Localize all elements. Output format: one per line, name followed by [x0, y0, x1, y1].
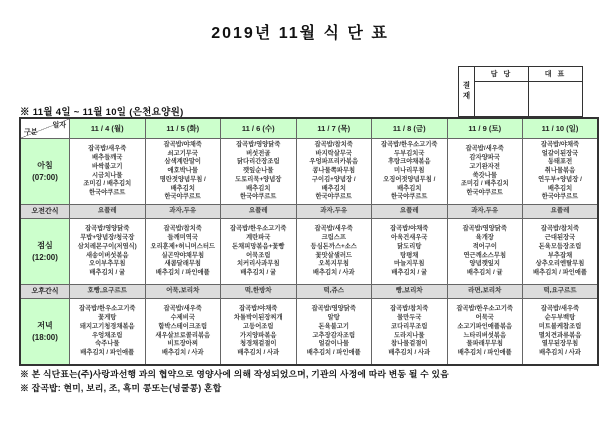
row-label-dinner — [20, 299, 70, 366]
menu-item: 한국야쿠르트 — [541, 193, 579, 201]
row-label-text: 저녁 — [37, 321, 53, 331]
menu-item: 잡곡밥/참치죽 — [314, 141, 353, 149]
menu-item: 도토리묵+양념장 — [235, 175, 282, 183]
menu-cell-lunch-day0 — [70, 219, 146, 285]
menu-cell-am-snack-day3 — [296, 205, 372, 219]
menu-cell-lunch-day1 — [145, 219, 221, 285]
approval-signature-cell-1 — [475, 82, 529, 117]
menu-cell-breakfast-day6 — [523, 139, 599, 205]
menu-item: 한국야쿠르트 — [164, 193, 201, 201]
menu-item: 비트장아찌 — [167, 340, 198, 348]
menu-item: 잡곡밥/한우소고기죽 — [79, 305, 136, 313]
menu-cell-breakfast-day3 — [296, 139, 372, 205]
menu-item: 우엉채조림 — [92, 331, 123, 339]
menu-item: 차돌박이된장찌개 — [233, 314, 283, 322]
menu-item: 후랑크야채볶음 — [387, 158, 431, 166]
menu-cell-pm-snack-day2 — [221, 285, 297, 299]
menu-item: 잡곡밥/영양닭죽 — [311, 305, 356, 313]
menu-item: 실곤약야채무침 — [161, 251, 205, 259]
menu-cell-pm-snack-day3 — [296, 285, 372, 299]
menu-item: 느타리버섯볶음 — [463, 331, 507, 339]
row-pm-snack — [20, 285, 598, 299]
menu-item: 아욱건새우국 — [391, 234, 428, 242]
menu-item: 배추김치 / 귤 — [89, 268, 126, 276]
menu-item: 고등어조림 — [243, 322, 274, 330]
menu-item: 취나물볶음 — [544, 167, 576, 175]
menu-item: 참나물겉절이 — [391, 340, 428, 348]
menu-item: 요플레 — [399, 207, 419, 215]
menu-item: 두부김치국 — [394, 149, 425, 157]
menu-item: 잡곡밥/한우소고기죽 — [381, 141, 438, 149]
row-label-time: (18:00) — [32, 332, 58, 342]
menu-item: 배추들깨국 — [92, 154, 123, 162]
menu-item: 잡곡밥/영양닭죽 — [462, 225, 507, 233]
row-lunch — [20, 219, 598, 285]
day-header-5: 11 / 9 (토) — [447, 118, 523, 139]
day-header-3: 11 / 7 (목) — [296, 118, 372, 139]
menu-item: 호빵,요구르트 — [87, 287, 127, 295]
menu-item: 바싹불고기 — [92, 162, 123, 170]
menu-cell-am-snack-day5 — [447, 205, 523, 219]
menu-item: 조미김 / 배추김치 — [460, 180, 509, 188]
menu-item: 어묵조림 — [246, 251, 271, 259]
approval-box — [458, 66, 583, 117]
menu-item: 순두부백탕 — [544, 314, 576, 322]
menu-item: 얼갈이된장국 — [541, 149, 579, 157]
menu-table — [19, 117, 599, 366]
menu-item: 알탕 — [327, 314, 340, 322]
menu-item: 치커리사과무침 — [236, 260, 280, 268]
menu-item: 조미김 / 배추김치 — [83, 180, 132, 188]
row-label-text: 오후간식 — [31, 287, 59, 295]
menu-item: 새송이버섯볶음 — [85, 251, 129, 259]
menu-item: 한국야쿠르트 — [240, 193, 277, 201]
menu-table-body — [20, 139, 598, 366]
menu-item: 닭도리탕 — [397, 242, 422, 250]
day-header-6: 11 / 10 (일) — [523, 118, 599, 139]
menu-item: 깻잎순나물 — [243, 167, 274, 175]
menu-item: 청경채겉절이 — [240, 340, 277, 348]
menu-item: 잡곡밥/야채죽 — [390, 225, 429, 233]
menu-item: 돼지고기청경채볶음 — [79, 322, 135, 330]
corner-top-label: 일자 — [52, 122, 66, 129]
menu-cell-lunch-day5 — [447, 219, 523, 285]
menu-item: 부추잡채 — [547, 251, 573, 259]
menu-item: 시금치나물 — [92, 171, 123, 179]
menu-item: 소고기파인애플볶음 — [457, 322, 513, 330]
menu-item: 한국야쿠르트 — [89, 188, 126, 196]
menu-item: 배추김치 / 파인애플 — [533, 268, 587, 276]
menu-item: 등심돈까스+소스 — [310, 242, 357, 250]
menu-item: 배추김치 — [170, 184, 195, 192]
menu-item: 숙주나물 — [95, 340, 120, 348]
day-header-2: 11 / 6 (수) — [221, 118, 297, 139]
menu-item: 적어구이 — [472, 242, 497, 250]
menu-item: 과자,두유 — [169, 207, 197, 215]
menu-item: 물만두국 — [397, 314, 422, 322]
menu-item: 감자양파국 — [469, 154, 500, 162]
page-title: 2019년 11월 식 단 표 — [211, 25, 389, 42]
menu-item: 떡,요구르트 — [543, 287, 577, 295]
menu-item: 돈육불고기 — [318, 322, 349, 330]
menu-item: 들깨미역국 — [167, 234, 198, 242]
menu-item: 잡곡밥/새우죽 — [540, 305, 580, 313]
menu-cell-breakfast-day4 — [372, 139, 448, 205]
row-label-time: (12:00) — [32, 252, 58, 262]
menu-cell-lunch-day3 — [296, 219, 372, 285]
menu-cell-dinner-day4 — [372, 299, 448, 366]
row-am-snack — [20, 205, 598, 219]
menu-item: 고기완자전 — [469, 162, 500, 170]
menu-cell-lunch-day2 — [221, 219, 297, 285]
menu-item: 꽃게탕 — [98, 314, 117, 322]
menu-cell-dinner-day6 — [523, 299, 599, 366]
menu-item: 배추김치 / 파인애플 — [80, 348, 135, 356]
row-label-time: (07:00) — [32, 172, 58, 182]
menu-item: 오이부추무침 — [89, 260, 126, 268]
menu-cell-breakfast-day0 — [70, 139, 146, 205]
menu-item: 동태포전 — [547, 158, 573, 166]
menu-item: 배추김치 / 사과 — [312, 268, 355, 276]
menu-item: 잡곡밥/한우소고기죽 — [230, 225, 287, 233]
menu-item: 배추김치 / 사과 — [539, 348, 581, 356]
menu-item: 탕평채 — [400, 251, 419, 259]
menu-item: 돈육모듬장조림 — [538, 242, 582, 250]
menu-item: 요플레 — [550, 207, 570, 215]
menu-item: 배추김치 / 파인애플 — [457, 348, 512, 356]
menu-item: 잡곡밥/야채죽 — [239, 305, 278, 313]
row-label-text: 점심 — [37, 241, 53, 251]
menu-item: 우엉파프리카볶음 — [309, 158, 359, 166]
menu-cell-am-snack-day0 — [70, 205, 146, 219]
menu-cell-breakfast-day5 — [447, 139, 523, 205]
menu-item: 오복지무침 — [318, 260, 349, 268]
menu-item: 수제비국 — [170, 314, 195, 322]
menu-cell-pm-snack-day0 — [70, 285, 146, 299]
menu-item: 크림스프 — [321, 234, 346, 242]
day-header-0: 11 / 4 (월) — [70, 118, 146, 139]
menu-item: 근대된장국 — [544, 234, 576, 242]
menu-item: 버섯전골 — [246, 149, 271, 157]
menu-item: 잡곡밥/야채죽 — [163, 141, 202, 149]
day-header-row — [20, 118, 598, 139]
menu-item: 잡곡밥/새우죽 — [314, 225, 353, 233]
menu-item: 배추김치 / 파인애플 — [155, 268, 210, 276]
footnotes — [20, 368, 594, 395]
menu-item: 떡,쥬스 — [323, 287, 345, 295]
menu-item: 열무된장무침 — [541, 340, 579, 348]
menu-item: 삼색계란말이 — [164, 158, 201, 166]
menu-item: 잡곡밥/야채죽 — [540, 141, 580, 149]
menu-item: 무밥+양념장/청국장 — [80, 234, 135, 242]
menu-item: 얼갈이나물 — [318, 340, 349, 348]
week-range-subtitle: ※ 11월 4일 ~ 11월 10일 (은천요양원) — [20, 107, 184, 118]
menu-item: 쑥갓나물 — [472, 171, 497, 179]
menu-item: 잡곡밥/영양닭죽 — [85, 225, 130, 233]
menu-item: 요플레 — [97, 207, 117, 215]
menu-item: 잡곡밥/새우죽 — [88, 145, 127, 153]
menu-cell-pm-snack-day4 — [372, 285, 448, 299]
menu-cell-am-snack-day1 — [145, 205, 221, 219]
menu-cell-lunch-day4 — [372, 219, 448, 285]
corner-cell — [20, 118, 70, 139]
menu-item: 오징어젓양념무침 / — [383, 175, 436, 183]
menu-item: 과자,두유 — [471, 207, 499, 215]
menu-item: 배추김치 — [397, 184, 422, 192]
menu-item: 연근깨소스무침 — [463, 251, 507, 259]
menu-item: 가지양파볶음 — [240, 331, 277, 339]
menu-item: 어묵국 — [475, 314, 494, 322]
menu-cell-pm-snack-day1 — [145, 285, 221, 299]
menu-item: 새콤달래무침 — [164, 260, 201, 268]
menu-item: 도라지나물 — [394, 331, 425, 339]
corner-bottom-label: 구분 — [24, 129, 38, 136]
menu-item: 돈채피망볶음+꽃빵 — [232, 242, 285, 250]
row-label-text: 오전간식 — [31, 207, 59, 215]
menu-item: 콩나물쪽파무침 — [312, 167, 356, 175]
menu-cell-breakfast-day2 — [221, 139, 297, 205]
menu-item: 고추장감자조림 — [312, 331, 356, 339]
menu-item: 연두부+양념장 / — [538, 175, 582, 183]
row-label-text: 아침 — [37, 161, 53, 171]
menu-item: 빵,보리차 — [395, 287, 423, 295]
menu-item: 한국야쿠르트 — [466, 188, 503, 196]
menu-item: 어묵,보리차 — [166, 287, 200, 295]
menu-item: 배추김치 / 파인애플 — [306, 348, 361, 356]
menu-item: 잡곡밥/참치죽 — [540, 225, 580, 233]
menu-item: 계란파국 — [246, 234, 271, 242]
menu-item: 바지락살무국 — [315, 149, 352, 157]
menu-item: 배추김치 — [547, 184, 573, 192]
day-header-1: 11 / 5 (화) — [145, 118, 221, 139]
menu-item: 잡곡밥/새우죽 — [163, 305, 202, 313]
menu-item: 코다리무조림 — [391, 322, 428, 330]
menu-item: 마늘지무침 — [394, 260, 425, 268]
menu-item: 배추김치 — [246, 184, 271, 192]
menu-item: 배추김치 / 귤 — [240, 268, 277, 276]
menu-item: 배추김치 — [321, 184, 346, 192]
menu-item: 물파래무무침 — [466, 340, 503, 348]
menu-item: 배추김치 / 귤 — [391, 268, 428, 276]
menu-cell-dinner-day2 — [221, 299, 297, 366]
approval-col-damdang: 담 당 — [475, 67, 529, 82]
menu-item: 미나리무침 — [394, 167, 425, 175]
menu-item: 멸치견과류볶음 — [538, 331, 582, 339]
menu-cell-dinner-day0 — [70, 299, 146, 366]
menu-item: 새우살브로콜리볶음 — [155, 331, 211, 339]
footnote-2: ※ 잡곡밥: 현미, 보리, 조, 흑미 콩또는(넝쿨콩) 혼합 — [20, 382, 222, 393]
row-label-breakfast — [20, 139, 70, 205]
row-label-pm-snack — [20, 285, 70, 299]
menu-item: 떡,한방차 — [244, 287, 272, 295]
menu-item: 명란젓양념무침 / — [159, 175, 206, 183]
menu-cell-breakfast-day1 — [145, 139, 221, 205]
menu-cell-am-snack-day2 — [221, 205, 297, 219]
menu-item: 배추김치 / 사과 — [237, 348, 280, 356]
menu-item: 상추오리엔탈무침 — [535, 260, 585, 268]
menu-cell-dinner-day5 — [447, 299, 523, 366]
menu-item: 삼치레몬구이(저염식) — [77, 242, 137, 250]
footnote-1: ※ 본 식단표는(주)사랑과선행 과의 협약으로 영양사에 의해 작성되었으며, 기관의 사정에 따라 변동 될 수 있음 — [20, 369, 449, 379]
menu-item: 구이김+양념장 / — [311, 175, 356, 183]
menu-item: 꽃맛살샐러드 — [315, 251, 352, 259]
menu-cell-am-snack-day6 — [523, 205, 599, 219]
menu-item: 잡곡밥/참치죽 — [390, 305, 429, 313]
menu-item: 배추김치 / 귤 — [466, 268, 503, 276]
menu-item: 미트볼케찹조림 — [538, 322, 582, 330]
menu-item: 양념깻잎지 — [469, 260, 500, 268]
menu-item: 육개장 — [475, 234, 494, 242]
menu-item: 요플레 — [248, 207, 268, 215]
menu-item: 오리훈제+허니머스터드 — [150, 242, 215, 250]
menu-item: 잡곡밥/영양닭죽 — [236, 141, 281, 149]
row-dinner — [20, 299, 598, 366]
menu-item: 애호박나물 — [167, 167, 198, 175]
day-header-4: 11 / 8 (금) — [372, 118, 448, 139]
menu-cell-lunch-day6 — [523, 219, 599, 285]
approval-sign-label: 결재 — [459, 67, 475, 117]
row-label-lunch — [20, 219, 70, 285]
menu-item: 배추김치 / 사과 — [161, 348, 204, 356]
menu-item: 쇠고기무국 — [167, 149, 198, 157]
row-label-am-snack — [20, 205, 70, 219]
approval-col-daepyo: 대 표 — [529, 67, 583, 82]
menu-item: 잡곡밥/한우소고기죽 — [456, 305, 513, 313]
menu-item: 잡곡밥/새우죽 — [465, 145, 504, 153]
menu-cell-pm-snack-day6 — [523, 285, 599, 299]
menu-item: 라면,보리차 — [468, 287, 502, 295]
approval-signature-cell-2 — [529, 82, 583, 117]
menu-item: 한국야쿠르트 — [391, 193, 428, 201]
menu-cell-dinner-day3 — [296, 299, 372, 366]
menu-item: 배추김치 / 사과 — [388, 348, 431, 356]
menu-item: 한국야쿠르트 — [315, 193, 352, 201]
menu-item: 잡곡밥/참치죽 — [163, 225, 202, 233]
menu-cell-am-snack-day4 — [372, 205, 448, 219]
menu-item: 함박스테이크조림 — [158, 322, 208, 330]
menu-item: 과자,두유 — [320, 207, 348, 215]
row-breakfast — [20, 139, 598, 205]
menu-table-head — [20, 118, 598, 139]
menu-cell-pm-snack-day5 — [447, 285, 523, 299]
menu-cell-dinner-day1 — [145, 299, 221, 366]
menu-item: 닭다리간장조림 — [236, 158, 280, 166]
